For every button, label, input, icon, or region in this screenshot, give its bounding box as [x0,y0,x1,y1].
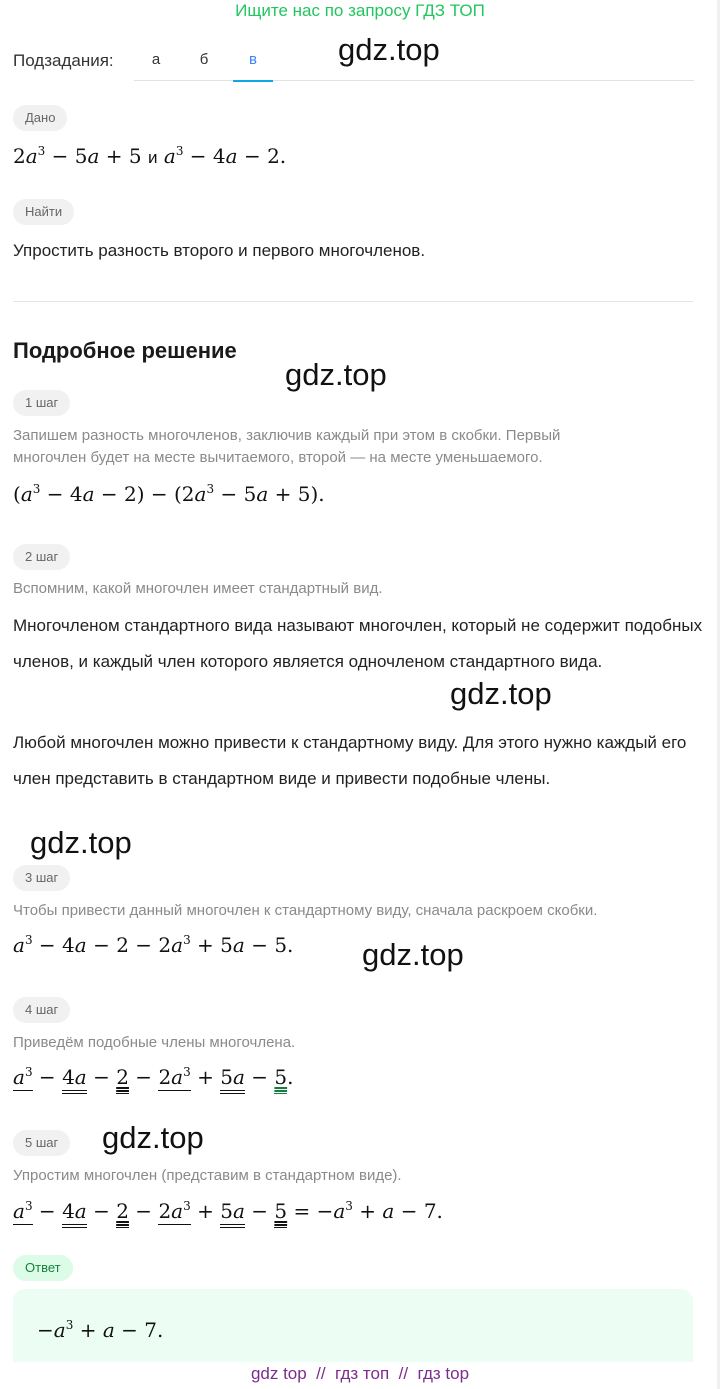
step5-expression: $a^3 - 4a - 2 - 2a^3 + 5a - 5 = -a^3 + a - 7$. [13,1198,443,1224]
step-badge: 3 шаг [13,865,70,891]
step-badge: 2 шаг [13,544,70,570]
watermark: gdz.top [362,937,464,972]
tab-b[interactable]: б [199,51,209,68]
solution-title: Подробное решение [13,338,237,363]
definition-paragraph: Многочленом стандартного вида называют многочлен, который не содержит подобных членов, и каждый член которого является одночленом стандартного вида. [13,616,703,671]
watermark: gdz.top [102,1120,204,1155]
watermark: gdz.top [450,676,552,711]
subtasks-label: Подзадания: [13,51,114,70]
answer-badge: Ответ [13,1255,73,1281]
tab-a[interactable]: а [151,51,161,68]
divider [13,301,693,302]
step-badge: 5 шаг [13,1130,70,1156]
step-note: Чтобы привести данный многочлен к стандартному виду, сначала раскроем скобки. [13,902,598,919]
step3-expression: $a^3 - 4a - 2 - 2a^3 + 5a - 5$. [13,933,294,957]
step-badge: 4 шаг [13,997,70,1023]
given-badge: Дано [13,105,67,131]
search-banner: Ищите нас по запросу ГДЗ ТОП [235,1,485,20]
given-expression: $2a^3 - 5a + 5$ и $a^3 - 4a - 2$. [13,144,287,168]
watermark: gdz.top [30,825,132,860]
step4-expression: $a^3 - 4a - 2 - 2a^3 + 5a - 5$. [13,1064,293,1090]
step1-expression: $(a^3 - 4a - 2) - (2a^3 - 5a + 5)$. [13,482,325,506]
step-note: Упростим многочлен (представим в стандартном виде). [13,1167,402,1184]
step-badge: 1 шаг [13,390,70,416]
step-note: многочлен будет на месте вычитаемого, второй — на месте уменьшаемого. [13,449,543,466]
find-badge: Найти [13,199,74,225]
step-note: Приведём подобные члены многочлена. [13,1034,296,1051]
watermark: gdz.top [338,32,440,67]
step-note: Запишем разность многочленов, заключив каждый при этом в скобки. Первый [13,427,561,444]
step-note: Вспомним, какой многочлен имеет стандартный вид. [13,580,383,597]
given-connector: и [148,148,158,167]
rule-paragraph: Любой многочлен можно привести к стандартному виду. Для этого нужно каждый его член представить в стандартном виде и привести подобные члены. [13,733,687,788]
find-text: Упростить разность второго и первого многочленов. [13,241,426,260]
footer-links: gdz top // гдз топ // гдз top [250,1364,470,1383]
tab-v[interactable]: в [233,48,273,82]
watermark: gdz.top [285,357,387,392]
answer-expression: $-a^3 + a - 7$. [37,1318,164,1342]
answer-box [13,1289,693,1362]
